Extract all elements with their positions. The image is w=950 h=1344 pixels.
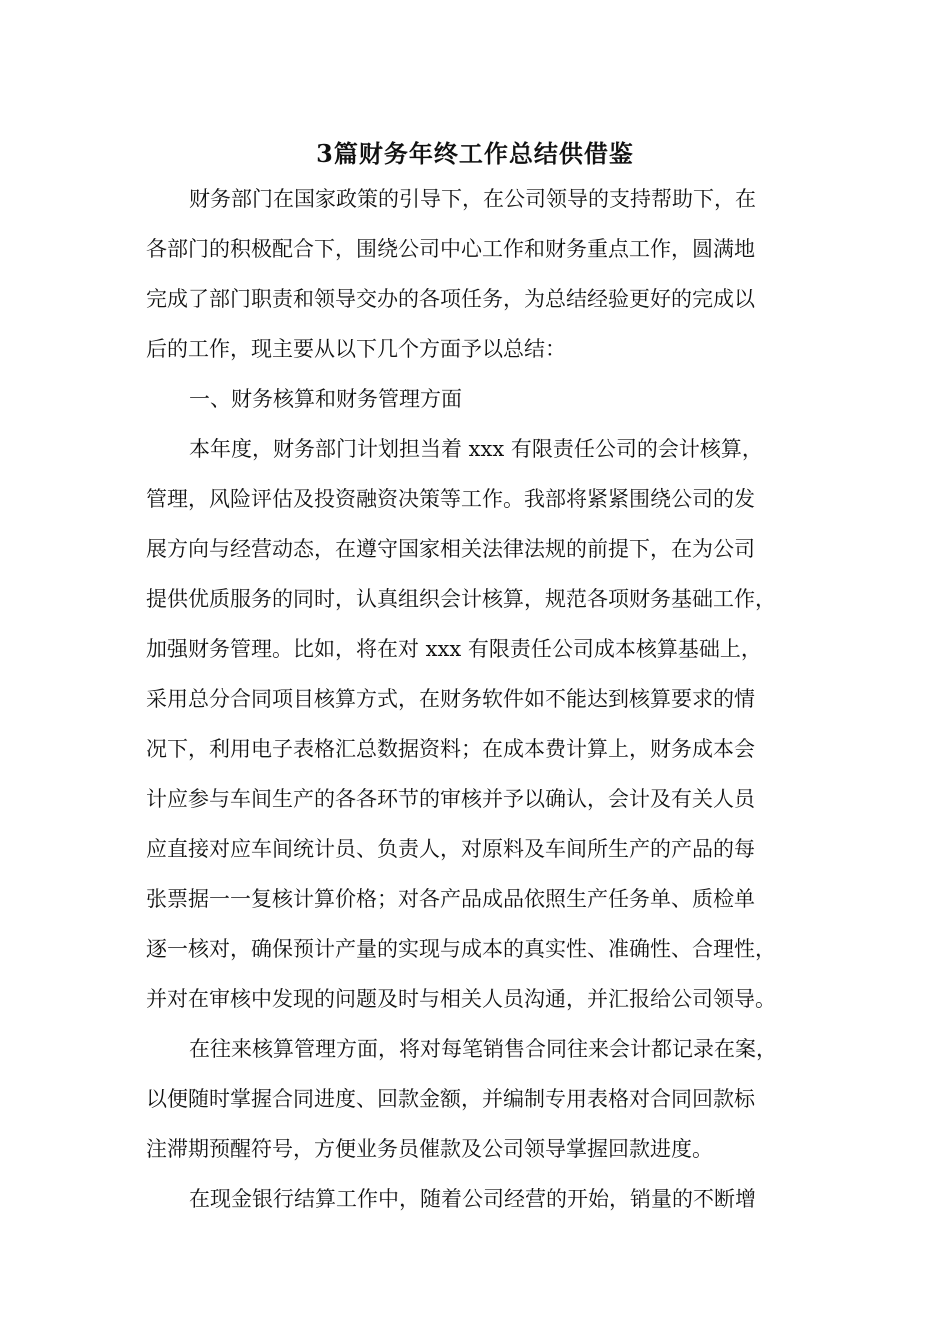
paragraph-line: 各部门的积极配合下，围绕公司中心工作和财务重点工作，圆满地	[146, 237, 755, 261]
paragraph-line: 况下，利用电子表格汇总数据资料；在成本费计算上，财务成本会	[146, 737, 755, 761]
paragraph-line: 完成了部门职责和领导交办的各项任务，为总结经验更好的完成以	[146, 287, 755, 311]
paragraph-line: 逐一核对，确保预计产量的实现与成本的真实性、准确性、合理性，	[146, 937, 776, 961]
paragraph-line: 并对在审核中发现的问题及时与相关人员沟通，并汇报给公司领导。	[146, 987, 776, 1011]
paragraph-line: 注滞期预醒符号，方便业务员催款及公司领导掌握回款进度。	[146, 1137, 713, 1161]
paragraph-line: 本年度，财务部门计划担当着 xxx 有限责任公司的会计核算，	[189, 437, 763, 461]
paragraph-line: 加强财务管理。比如，将在对 xxx 有限责任公司成本核算基础上，	[146, 637, 762, 661]
paragraph-line: 以便随时掌握合同进度、回款金额，并编制专用表格对合同回款标	[146, 1087, 755, 1111]
paragraph-line: 张票据一一复核计算价格；对各产品成品依照生产任务单、质检单	[146, 887, 755, 911]
paragraph-line: 财务部门在国家政策的引导下，在公司领导的支持帮助下，在	[189, 187, 756, 211]
paragraph-line: 计应参与车间生产的各各环节的审核并予以确认，会计及有关人员	[146, 787, 755, 811]
paragraph-line: 采用总分合同项目核算方式，在财务软件如不能达到核算要求的情	[146, 687, 755, 711]
section-heading: 一、财务核算和财务管理方面	[189, 387, 462, 411]
paragraph-line: 在往来核算管理方面，将对每笔销售合同往来会计都记录在案，	[189, 1037, 777, 1061]
document-title: 3篇财务年终工作总结供借鉴	[316, 139, 634, 168]
paragraph-line: 后的工作，现主要从以下几个方面予以总结：	[146, 337, 566, 361]
paragraph-line: 应直接对应车间统计员、负责人，对原料及车间所生产的产品的每	[146, 837, 755, 861]
paragraph-line: 展方向与经营动态，在遵守国家相关法律法规的前提下，在为公司	[146, 537, 755, 561]
paragraph-line: 在现金银行结算工作中，随着公司经营的开始，销量的不断增	[189, 1187, 756, 1211]
paragraph-line: 管理，风险评估及投资融资决策等工作。我部将紧紧围绕公司的发	[146, 487, 755, 511]
paragraph-line: 提供优质服务的同时，认真组织会计核算，规范各项财务基础工作，	[146, 587, 776, 611]
